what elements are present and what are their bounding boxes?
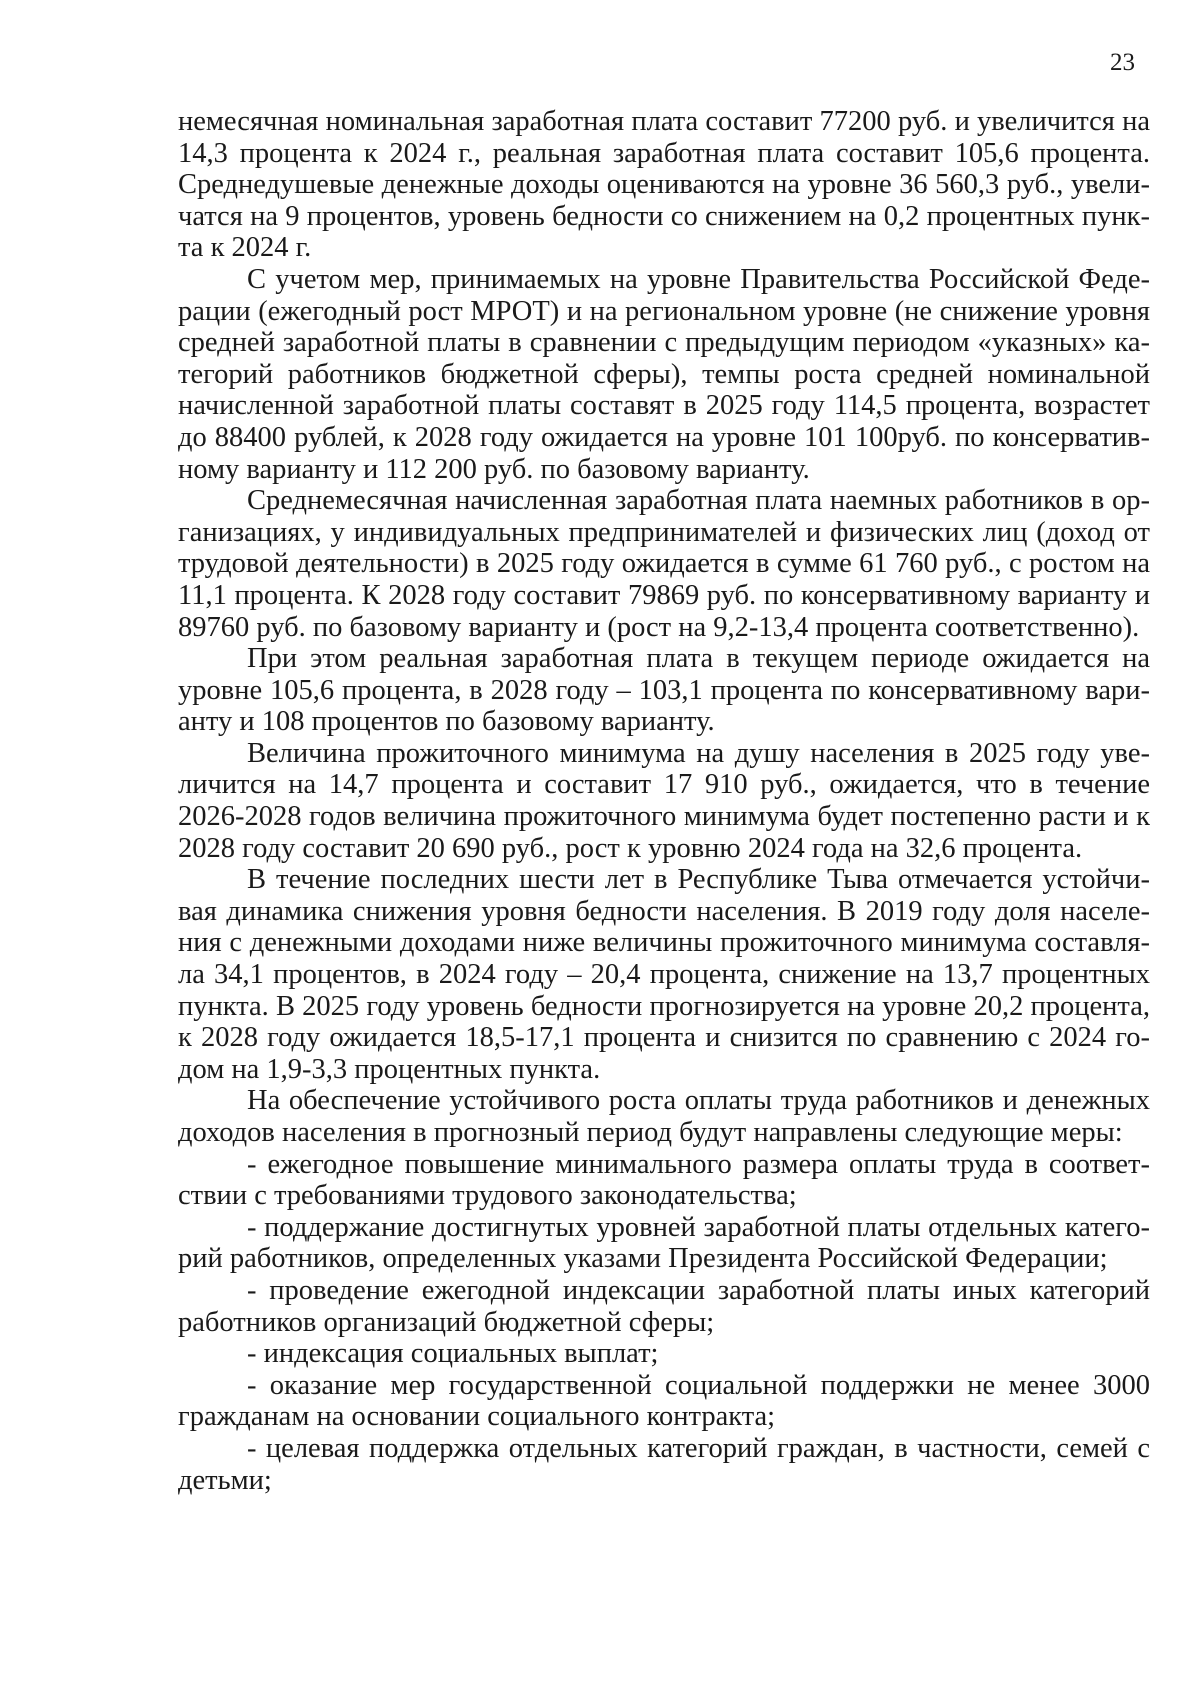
measure-list-item: - целевая поддержка отдельных категорий граждан, в частности, семей с детьми; <box>178 1432 1150 1496</box>
paragraph-nominal-wage-growth: С учетом мер, принимаемых на уровне Правительства Российской Федерации (ежегодный рост МРОТ) и на региональном уровне (не снижение уровня средней заработной платы в сравнении с предыдущим периодом «указных» категорий работников бюджетной сферы), темпы роста средней номинальной начисленной заработной платы составят в 2025 году 114,5 процента, возрастет до 88400 рублей, к 2028 году ожидается на уровне 101 100руб. по консервативному варианту и 112 200 руб. по базовому варианту. <box>178 263 1150 485</box>
measure-list-item: - ежегодное повышение минимального размера оплаты труда в соответствии с требованиями трудового законодательства; <box>178 1148 1150 1212</box>
measure-list-item: - индексация социальных выплат; <box>247 1338 659 1370</box>
measure-list-item: - проведение ежегодной индексации заработной платы иных категорий работников организаций бюджетной сферы; <box>178 1274 1150 1338</box>
document-body <box>178 106 1150 1496</box>
measure-list-item: - оказание мер государственной социальной поддержки не менее 3000 гражданам на основании социального контракта; <box>178 1369 1150 1433</box>
paragraph-wage-continuation: немесячная номинальная заработная плата составит 77200 руб. и увеличится на 14,3 процента к 2024 г., реальная заработная плата составит 105,6 процента. Среднедушевые денежные доходы оцениваются на уровне 36 560,3 руб., увеличатся на 9 процентов, уровень бедности со снижением на 0,2 процентных пункта к 2024 г. <box>178 106 1150 264</box>
paragraph-subsistence-minimum: Величина прожиточного минимума на душу населения в 2025 году увеличится на 14,7 процента и составит 17 910 руб., ожидается, что в течение 2026-2028 годов величина прожиточного минимума будет постепенно расти и к 2028 году составит 20 690 руб., рост к уровню 2024 года на 32,6 процента. <box>178 737 1150 864</box>
measure-list-item: - поддержание достигнутых уровней заработной платы отдельных категорий работников, определенных указами Президента Российской Федерации; <box>178 1211 1150 1275</box>
page-number: 23 <box>1110 49 1135 76</box>
paragraph-average-monthly-wage: Среднемесячная начисленная заработная плата наемных работников в организациях, у индивидуальных предпринимателей и физических лиц (доход от трудовой деятельности) в 2025 году ожидается в сумме 61 760 руб., с ростом на 11,1 процента. К 2028 году составит 79869 руб. по консервативному варианту и 89760 руб. по базовому варианту и (рост на 9,2-13,4 процента соответственно). <box>178 485 1150 643</box>
paragraph-poverty-dynamics: В течение последних шести лет в Республике Тыва отмечается устойчивая динамика снижения уровня бедности населения. В 2019 году доля населения с денежными доходами ниже величины прожиточного минимума составляла 34,1 процентов, в 2024 году – 20,4 процента, снижение на 13,7 процентных пункта. В 2025 году уровень бедности прогнозируется на уровне 20,2 процента, к 2028 году ожидается 18,5-17,1 процента и снизится по сравнению с 2024 годом на 1,9-3,3 процентных пункта. <box>178 864 1150 1085</box>
paragraph-measures-intro: На обеспечение устойчивого роста оплаты труда работников и денежных доходов населения в прогнозный период будут направлены следующие меры: <box>178 1085 1150 1148</box>
paragraph-real-wage: При этом реальная заработная плата в текущем периоде ожидается на уровне 105,6 процента, в 2028 году – 103,1 процента по консервативному варианту и 108 процентов по базовому варианту. <box>178 643 1150 738</box>
